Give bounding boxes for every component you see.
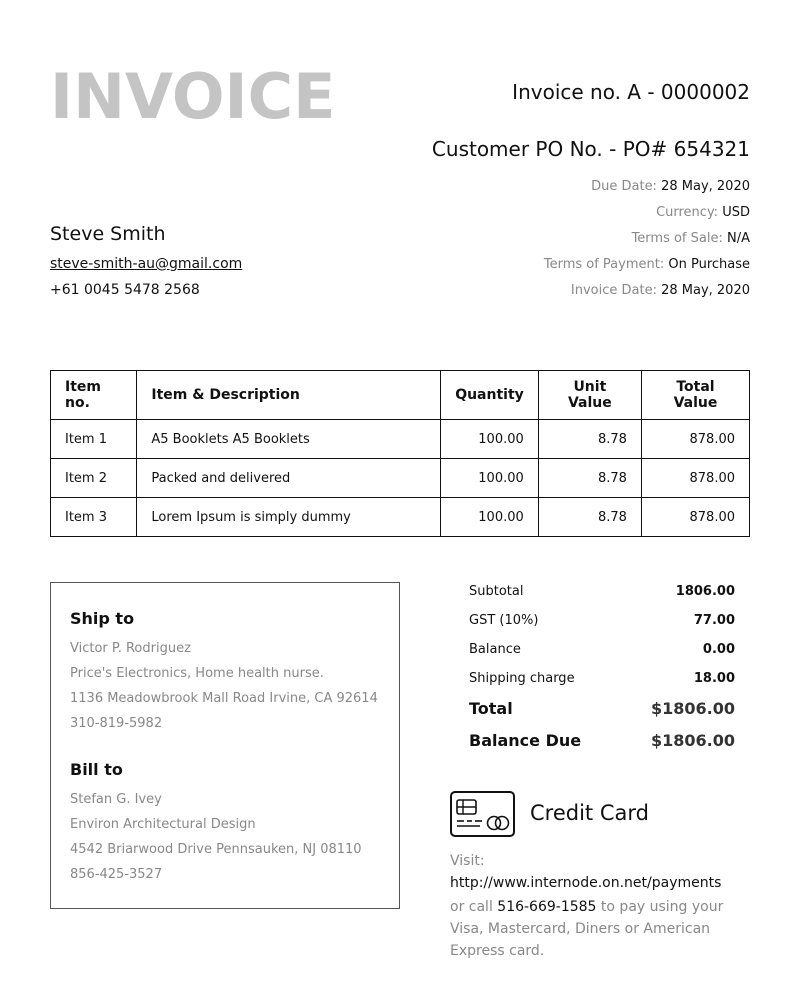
cell-item-no: Item 1 bbox=[51, 420, 137, 459]
customer-phone: +61 0045 5478 2568 bbox=[50, 282, 200, 298]
meta-label: Currency: bbox=[656, 205, 719, 220]
invoice-title: INVOICE bbox=[50, 60, 336, 133]
cell-description: A5 Booklets A5 Booklets bbox=[137, 420, 441, 459]
meta-label: Due Date: bbox=[591, 179, 657, 194]
ship-to-line: Price's Electronics, Home health nurse. bbox=[70, 666, 324, 681]
meta-value: USD bbox=[722, 205, 750, 220]
cell-description: Lorem Ipsum is simply dummy bbox=[137, 498, 441, 537]
meta-value: N/A bbox=[727, 231, 750, 246]
balance-due-label: Balance Due bbox=[469, 731, 582, 750]
ship-to-line: 1136 Meadowbrook Mall Road Irvine, CA 92614 bbox=[70, 691, 378, 706]
meta-value: On Purchase bbox=[668, 257, 750, 272]
meta-terms-of-sale bbox=[632, 231, 750, 246]
credit-card-icon bbox=[450, 791, 515, 837]
cell-total-value: 878.00 bbox=[641, 498, 749, 537]
cell-description: Packed and delivered bbox=[137, 459, 441, 498]
bill-to-line: 4542 Briarwood Drive Pennsauken, NJ 08110 bbox=[70, 842, 362, 857]
total-value: $1806.00 bbox=[650, 699, 735, 718]
col-header-item-no: Item no. bbox=[51, 371, 137, 420]
meta-terms-of-payment bbox=[544, 257, 750, 272]
call-prefix: or call bbox=[450, 899, 493, 915]
cell-total-value: 878.00 bbox=[641, 420, 749, 459]
bill-to-line: Stefan G. Ivey bbox=[70, 792, 162, 807]
gst-value: 77.00 bbox=[693, 613, 735, 628]
cell-total-value: 878.00 bbox=[641, 459, 749, 498]
col-header-quantity: Quantity bbox=[441, 371, 539, 420]
meta-currency bbox=[656, 205, 750, 220]
cell-unit-value: 8.78 bbox=[538, 459, 641, 498]
payment-phone: 516-669-1585 bbox=[497, 899, 597, 915]
customer-email-link[interactable]: steve-smith-au@gmail.com bbox=[50, 256, 243, 272]
customer-po-number: Customer PO No. - PO# 654321 bbox=[431, 137, 750, 161]
payment-method-label: Credit Card bbox=[530, 801, 649, 825]
payment-url-link[interactable]: http://www.internode.on.net/payments bbox=[450, 875, 722, 891]
table-row bbox=[51, 420, 750, 459]
cell-item-no: Item 2 bbox=[51, 459, 137, 498]
table-row bbox=[51, 498, 750, 537]
ship-to-heading: Ship to bbox=[70, 609, 135, 628]
gst-label: GST (10%) bbox=[469, 613, 539, 628]
visit-label: Visit: bbox=[450, 853, 485, 869]
meta-invoice-date bbox=[571, 283, 750, 298]
meta-value: 28 May, 2020 bbox=[661, 179, 750, 194]
ship-to-line: Victor P. Rodriguez bbox=[70, 641, 191, 656]
cell-quantity: 100.00 bbox=[441, 459, 539, 498]
cell-quantity: 100.00 bbox=[441, 498, 539, 537]
call-suffix: to pay using your Visa, Mastercard, Diners or American Express card. bbox=[450, 899, 724, 959]
balance-due-value: $1806.00 bbox=[650, 731, 735, 750]
col-header-unit-value: Unit Value bbox=[538, 371, 641, 420]
meta-label: Terms of Sale: bbox=[631, 231, 723, 246]
cell-unit-value: 8.78 bbox=[538, 498, 641, 537]
subtotal-value: 1806.00 bbox=[675, 584, 735, 599]
bill-to-line: 856-425-3527 bbox=[70, 867, 163, 882]
table-header-row bbox=[51, 371, 750, 420]
table-row bbox=[51, 459, 750, 498]
meta-label: Invoice Date: bbox=[570, 283, 657, 298]
meta-label: Terms of Payment: bbox=[543, 257, 665, 272]
col-header-description: Item & Description bbox=[137, 371, 441, 420]
col-header-total-value: Total Value bbox=[641, 371, 749, 420]
shipping-value: 18.00 bbox=[693, 671, 735, 686]
meta-due-date bbox=[591, 179, 750, 194]
shipping-label: Shipping charge bbox=[469, 671, 575, 686]
subtotal-label: Subtotal bbox=[469, 584, 524, 599]
cell-quantity: 100.00 bbox=[441, 420, 539, 459]
customer-name: Steve Smith bbox=[50, 223, 166, 245]
balance-value: 0.00 bbox=[702, 642, 735, 657]
invoice-number: Invoice no. A - 0000002 bbox=[512, 80, 750, 104]
meta-value: 28 May, 2020 bbox=[661, 283, 750, 298]
items-table bbox=[50, 370, 750, 537]
bill-to-heading: Bill to bbox=[70, 760, 123, 779]
total-label: Total bbox=[469, 699, 513, 718]
cell-item-no: Item 3 bbox=[51, 498, 137, 537]
address-box bbox=[50, 582, 400, 909]
balance-label: Balance bbox=[469, 642, 521, 657]
payment-instructions bbox=[450, 896, 755, 962]
bill-to-line: Environ Architectural Design bbox=[70, 817, 256, 832]
cell-unit-value: 8.78 bbox=[538, 420, 641, 459]
ship-to-line: 310-819-5982 bbox=[70, 716, 163, 731]
